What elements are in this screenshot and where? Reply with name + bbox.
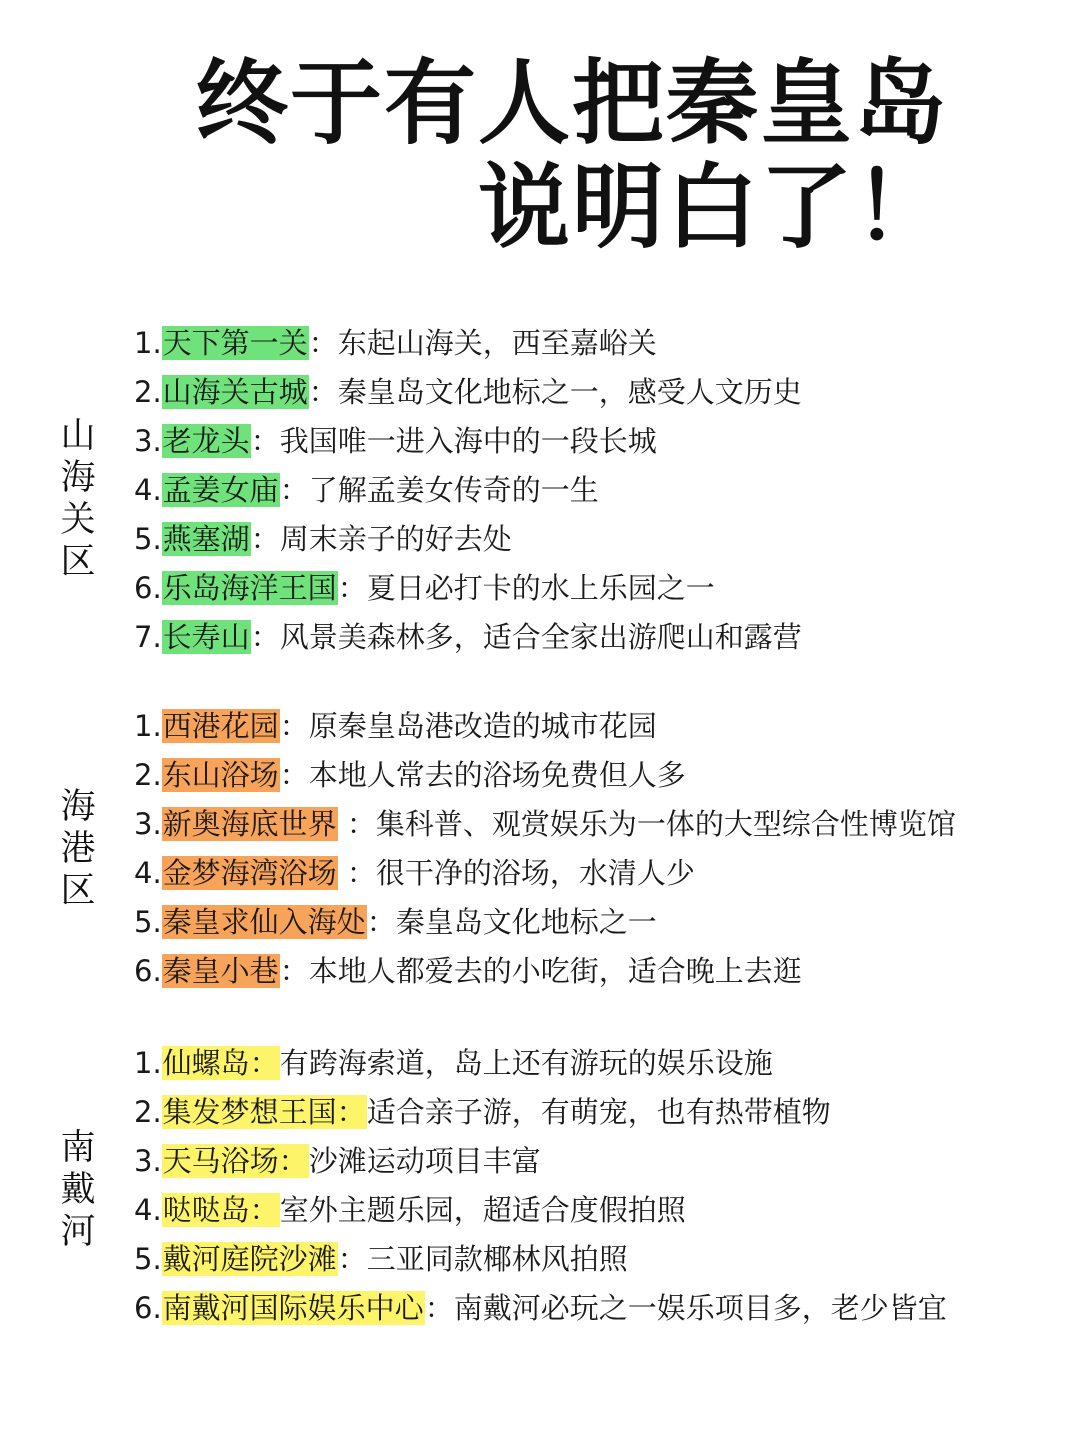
- separator: ：: [250, 620, 280, 654]
- attraction-desc: 室外主题乐园，超适合度假拍照: [279, 1193, 686, 1227]
- attraction-name: 秦皇求仙入海处: [162, 905, 366, 939]
- list-item: [134, 947, 956, 996]
- attraction-name: 乐岛海洋王国: [162, 571, 337, 605]
- attraction-name: 戴河庭院沙滩: [162, 1242, 337, 1276]
- attraction-name: 燕塞湖: [162, 522, 250, 556]
- page-title-line-2: 说明白了！: [477, 154, 948, 261]
- attraction-desc: 夏日必打卡的水上乐园之一: [366, 571, 715, 605]
- attraction-name: 秦皇小巷: [162, 954, 279, 988]
- item-number: 2.: [134, 758, 162, 792]
- list-item: [134, 515, 802, 564]
- separator: ：: [308, 375, 338, 409]
- attraction-name: 老龙头: [162, 424, 250, 458]
- list-item: [134, 898, 956, 947]
- list-item: [134, 466, 802, 515]
- list-item: [134, 702, 956, 751]
- page-title-line-1: 终于有人把秦皇岛: [195, 50, 948, 157]
- item-number: 6.: [134, 1291, 162, 1325]
- district-label: 山海关区: [60, 416, 96, 582]
- attraction-name: 南戴河国际娱乐中心: [162, 1291, 424, 1325]
- separator: ：: [308, 326, 338, 360]
- attraction-name: 西港花园: [162, 709, 279, 743]
- item-number: 6.: [134, 954, 162, 988]
- item-number: 1.: [134, 709, 162, 743]
- list-item: [134, 613, 802, 662]
- attraction-desc: 秦皇岛文化地标之一: [395, 905, 657, 939]
- list-item: [134, 564, 802, 613]
- attraction-desc: 本地人都爱去的小吃街，适合晚上去逛: [308, 954, 802, 988]
- attraction-desc: 原秦皇岛港改造的城市花园: [308, 709, 657, 743]
- attraction-desc: 秦皇岛文化地标之一，感受人文历史: [337, 375, 802, 409]
- list-item: [134, 319, 802, 368]
- separator: ：: [250, 424, 280, 458]
- item-number: 1.: [134, 1046, 162, 1080]
- list-item: [134, 1039, 947, 1088]
- separator: ：: [337, 856, 376, 890]
- separator: ：: [279, 473, 309, 507]
- attraction-name: 新奥海底世界: [162, 807, 337, 841]
- attraction-desc: 有跨海索道，岛上还有游玩的娱乐设施: [279, 1046, 773, 1080]
- attraction-name: 天马浴场：: [162, 1144, 308, 1178]
- list-item: [134, 1284, 947, 1333]
- attraction-desc: 南戴河必玩之一娱乐项目多，老少皆宜: [453, 1291, 947, 1325]
- separator: ：: [337, 1242, 367, 1276]
- attraction-list: [134, 702, 956, 996]
- item-number: 6.: [134, 571, 162, 605]
- list-item: [134, 1235, 947, 1284]
- separator: ：: [424, 1291, 454, 1325]
- separator: ：: [279, 709, 309, 743]
- item-number: 1.: [134, 326, 162, 360]
- attraction-name: 集发梦想王国：: [162, 1095, 366, 1129]
- attraction-desc: 本地人常去的浴场免费但人多: [308, 758, 686, 792]
- attraction-desc: 适合亲子游，有萌宠，也有热带植物: [366, 1095, 831, 1129]
- attraction-desc: 了解孟姜女传奇的一生: [308, 473, 599, 507]
- attraction-desc: 很干净的浴场，水清人少: [375, 856, 695, 890]
- attraction-desc: 周末亲子的好去处: [279, 522, 512, 556]
- attraction-desc: 我国唯一进入海中的一段长城: [279, 424, 657, 458]
- item-number: 5.: [134, 1242, 162, 1276]
- item-number: 3.: [134, 1144, 162, 1178]
- item-number: 7.: [134, 620, 162, 654]
- list-item: [134, 368, 802, 417]
- list-item: [134, 751, 956, 800]
- attraction-name: 天下第一关: [162, 326, 308, 360]
- attraction-desc: 三亚同款椰林风拍照: [366, 1242, 628, 1276]
- separator: ：: [279, 954, 309, 988]
- attraction-name: 仙螺岛：: [162, 1046, 279, 1080]
- item-number: 2.: [134, 375, 162, 409]
- item-number: 2.: [134, 1095, 162, 1129]
- attraction-name: 山海关古城: [162, 375, 308, 409]
- item-number: 4.: [134, 473, 162, 507]
- attraction-name: 东山浴场: [162, 758, 279, 792]
- list-item: [134, 1186, 947, 1235]
- attraction-desc: 集科普、观赏娱乐为一体的大型综合性博览馆: [375, 807, 956, 841]
- separator: ：: [250, 522, 280, 556]
- item-number: 5.: [134, 905, 162, 939]
- attraction-name: 长寿山: [162, 620, 250, 654]
- item-number: 3.: [134, 807, 162, 841]
- list-item: [134, 849, 956, 898]
- attraction-desc: 东起山海关，西至嘉峪关: [337, 326, 657, 360]
- list-item: [134, 1137, 947, 1186]
- district-label: 南戴河: [60, 1128, 96, 1252]
- separator: ：: [337, 571, 367, 605]
- separator: ：: [366, 905, 396, 939]
- attraction-list: [134, 319, 802, 662]
- list-item: [134, 800, 956, 849]
- list-item: [134, 417, 802, 466]
- list-item: [134, 1088, 947, 1137]
- attraction-list: [134, 1039, 947, 1333]
- separator: ：: [279, 758, 309, 792]
- item-number: 4.: [134, 1193, 162, 1227]
- attraction-name: 孟姜女庙: [162, 473, 279, 507]
- attraction-name: 哒哒岛：: [162, 1193, 279, 1227]
- attraction-desc: 风景美森林多，适合全家出游爬山和露营: [279, 620, 802, 654]
- attraction-desc: 沙滩运动项目丰富: [308, 1144, 541, 1178]
- item-number: 4.: [134, 856, 162, 890]
- item-number: 3.: [134, 424, 162, 458]
- separator: ：: [337, 807, 376, 841]
- district-label: 海港区: [60, 787, 96, 911]
- item-number: 5.: [134, 522, 162, 556]
- attraction-name: 金梦海湾浴场: [162, 856, 337, 890]
